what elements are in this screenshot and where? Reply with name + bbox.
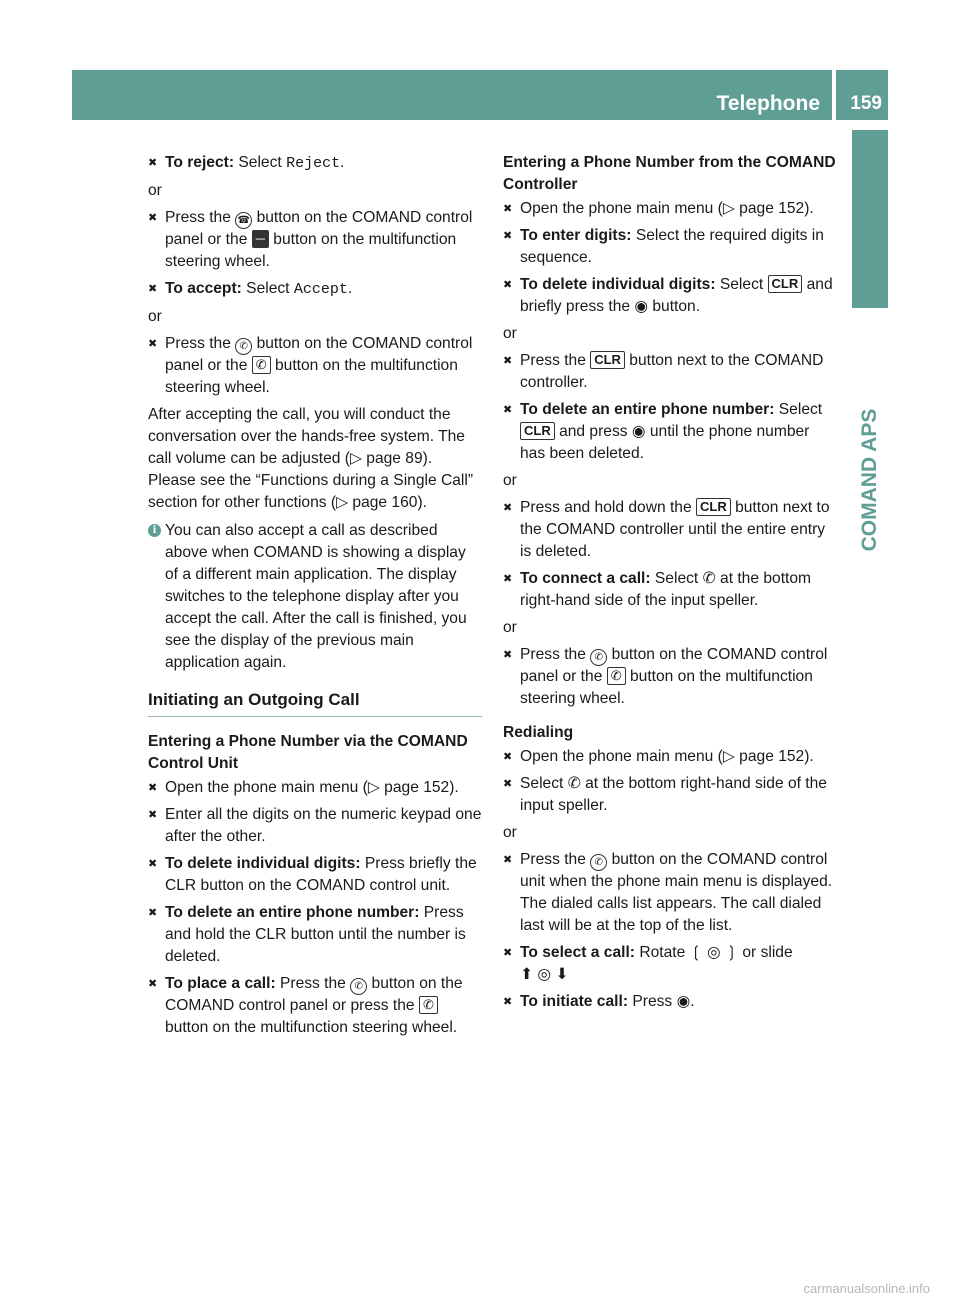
step-initiate-call: ✖ To initiate call: Press ◉.: [503, 991, 837, 1013]
step-delete-number: ✖ To delete an entire phone number: Select CLR and press ◉ until the phone number has been deleted.: [503, 401, 823, 462]
step-delete-digits: ✖ To delete individual digits: Select CLR and briefly press the ◉ button.: [503, 276, 833, 315]
step-arrow-icon: ✖: [503, 230, 513, 242]
step-open-menu: ✖ Open the phone main menu (▷ page 152).: [503, 746, 837, 768]
step-select-call: ✖ To select a call: Rotate ❲ ◎ ❳ or slide ⬆ ◎ ⬇: [503, 944, 793, 983]
step-enter-digits: ✖ Enter all the digits on the numeric keypad one after the other.: [148, 806, 482, 845]
clr-icon: CLR: [590, 351, 625, 369]
step-press-accept: ✖ Press the ✆ button on the COMAND control panel or the ✆ button on the multifunction steering wheel.: [148, 335, 473, 396]
left-column: [148, 152, 482, 1044]
step-arrow-icon: ✖: [148, 283, 158, 295]
step-accept: ✖ To accept: Select Accept.: [148, 280, 353, 298]
step-enter-digits: ✖ To enter digits: Select the required digits in sequence.: [503, 227, 824, 266]
step-press-call: ✖ Press the ✆ button on the COMAND control panel or the ✆ button on the multifunction steering wheel.: [503, 646, 828, 707]
page-number: 159: [850, 93, 882, 114]
step-label: To reject:: [165, 154, 235, 171]
step-delete-number: ✖ To delete an entire phone number: Press and hold the CLR button until the number is deleted.: [148, 904, 466, 965]
step-arrow-icon: ✖: [148, 858, 158, 870]
step-press-call-list: ✖ Press the ✆ button on the COMAND control unit when the phone main menu is displayed. The dialed calls list appears. The call dialed last will be at the top of the list.: [503, 851, 833, 934]
phone-handset-icon: ✆: [607, 667, 626, 685]
call-button-icon: ✆: [590, 649, 607, 666]
step-arrow-icon: ✖: [503, 996, 513, 1008]
header-divider: [832, 70, 836, 120]
step-arrow-icon: ✖: [503, 947, 513, 959]
subheading-redialing: Redialing: [503, 724, 574, 741]
step-arrow-icon: ✖: [503, 649, 513, 661]
step-place-call: ✖ To place a call: Press the ✆ button on the COMAND control panel or press the ✆ button on the multifunction steering wheel.: [148, 975, 463, 1036]
subheading: Entering a Phone Number via the COMAND Control Unit: [148, 733, 468, 772]
dial-phone-icon: ✆: [702, 570, 716, 587]
or-text: or: [503, 824, 517, 841]
page-title: Telephone: [716, 92, 820, 115]
end-call-button-icon: ☎: [235, 212, 252, 229]
step-arrow-icon: ✖: [148, 782, 158, 794]
hang-up-icon: ─: [252, 230, 269, 248]
dial-phone-icon: ✆: [567, 775, 581, 792]
step-arrow-icon: ✖: [503, 854, 513, 866]
step-open-menu: ✖ Open the phone main menu (▷ page 152).: [503, 198, 837, 220]
step-press-clr: ✖ Press the CLR button next to the COMAND controller.: [503, 352, 824, 391]
step-arrow-icon: ✖: [148, 212, 158, 224]
step-arrow-icon: ✖: [503, 355, 513, 367]
clr-icon: CLR: [696, 498, 731, 516]
rotate-controller-icon: ❲ ◎ ❳: [689, 944, 739, 961]
controller-press-icon: ◉: [676, 993, 691, 1010]
step-arrow-icon: ✖: [148, 907, 158, 919]
section-heading: Initiating an Outgoing Call: [148, 688, 482, 717]
side-tab: [852, 130, 888, 308]
step-open-menu: ✖ Open the phone main menu (▷ page 152).: [148, 777, 482, 799]
menu-value-accept: Accept: [293, 281, 348, 298]
or-text: or: [503, 325, 517, 342]
info-note: i You can also accept a call as described above when COMAND is showing a display of a different main application. The display switches to the telephone display after you accept the call. After the call is finished, you see the display of the previous main application again.: [148, 520, 482, 674]
step-delete-digits: ✖ To delete individual digits: Press briefly the CLR button on the COMAND control unit.: [148, 855, 477, 894]
or-text: or: [148, 308, 162, 325]
step-arrow-icon: ✖: [503, 279, 513, 291]
call-button-icon: ✆: [350, 978, 367, 995]
right-column: [503, 152, 837, 1018]
header-bar: [72, 70, 888, 120]
call-button-icon: ✆: [235, 338, 252, 355]
step-arrow-icon: ✖: [503, 751, 513, 763]
phone-handset-icon: ✆: [252, 356, 271, 374]
info-icon: i: [148, 524, 161, 537]
or-text: or: [148, 182, 162, 199]
step-arrow-icon: ✖: [148, 978, 158, 990]
clr-icon: CLR: [768, 275, 803, 293]
menu-value-reject: Reject: [286, 155, 341, 172]
step-select-dial: ✖ Select ✆ at the bottom right-hand side of the input speller.: [503, 775, 827, 814]
clr-icon: CLR: [520, 422, 555, 440]
watermark: carmanualsonline.info: [803, 1281, 930, 1296]
step-label: To accept:: [165, 280, 242, 297]
step-arrow-icon: ✖: [148, 809, 158, 821]
step-arrow-icon: ✖: [503, 203, 513, 215]
body-paragraph: After accepting the call, you will conduct the conversation over the hands-free system. The call volume can be adjusted (▷ page 89). Please see the “Functions during a Single Call” section for other functions (▷ page 160).: [148, 406, 474, 511]
controller-press-icon: ◉: [631, 423, 646, 440]
step-arrow-icon: ✖: [503, 502, 513, 514]
step-reject: ✖ To reject: Select Reject.: [148, 154, 345, 172]
step-arrow-icon: ✖: [503, 573, 513, 585]
slide-controller-icon: ⬆ ◎ ⬇: [520, 966, 569, 983]
step-connect-call: ✖ To connect a call: Select ✆ at the bottom right-hand side of the input speller.: [503, 570, 812, 609]
step-arrow-icon: ✖: [148, 157, 158, 169]
step-arrow-icon: ✖: [148, 338, 158, 350]
step-hold-clr: ✖ Press and hold down the CLR button next to the COMAND controller until the entire entry is deleted.: [503, 499, 830, 560]
side-tab-label: COMAND APS: [858, 408, 881, 552]
step-press-end: ✖ Press the ☎ button on the COMAND control panel or the ─ button on the multifunction steering wheel.: [148, 209, 473, 270]
step-arrow-icon: ✖: [503, 778, 513, 790]
or-text: or: [503, 472, 517, 489]
step-text: Select: [238, 154, 282, 171]
step-arrow-icon: ✖: [503, 404, 513, 416]
phone-handset-icon: ✆: [419, 996, 438, 1014]
controller-press-icon: ◉: [634, 298, 649, 315]
or-text: or: [503, 619, 517, 636]
subheading: Entering a Phone Number from the COMAND Controller: [503, 154, 836, 193]
call-button-icon: ✆: [590, 854, 607, 871]
